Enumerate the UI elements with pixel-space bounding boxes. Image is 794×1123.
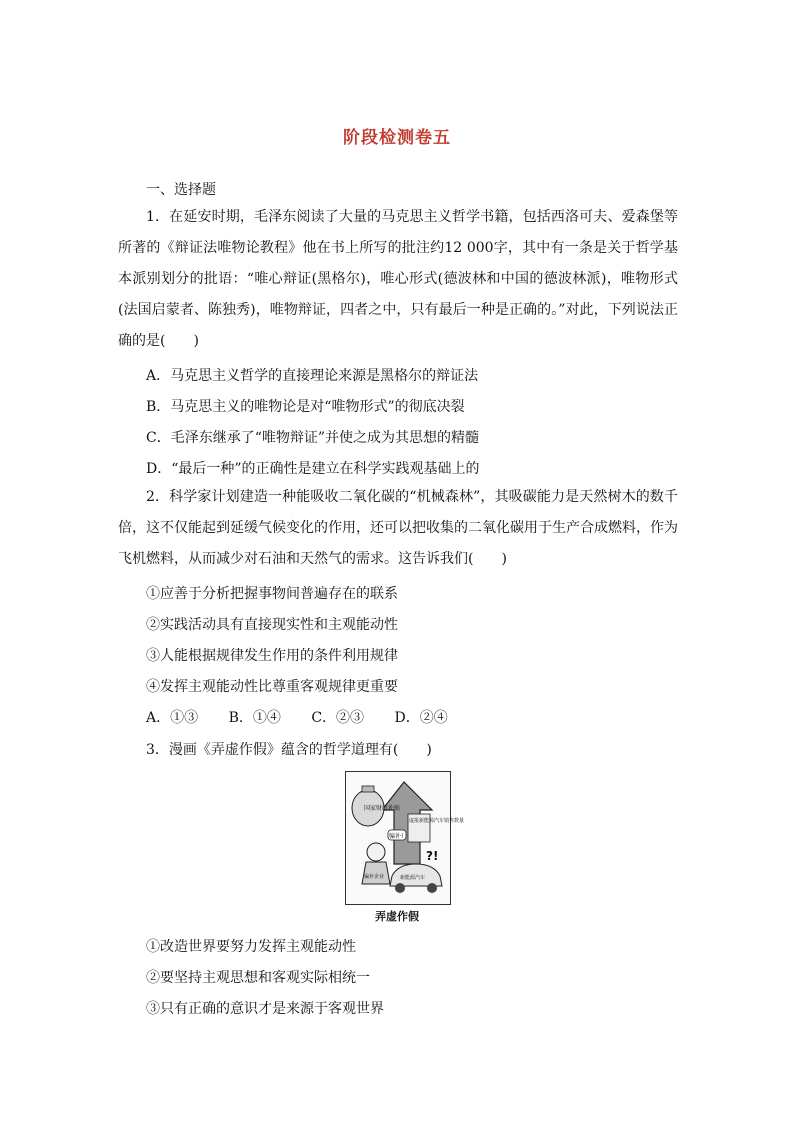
fig-label-question: ?! — [426, 849, 439, 863]
q2-option-a: A．①③ — [146, 710, 199, 726]
fig-label-report: 虚报新能源汽车销售数量 — [409, 818, 465, 824]
fig-label-cheat: 骗补! — [389, 833, 404, 840]
q1-option-a: A．马克思主义哲学的直接理论来源是黑格尔的辩证法 — [146, 368, 479, 384]
q3-item-1: ①改造世界要努力发挥主观能动性 — [146, 939, 356, 955]
figure-caption: 弄虚作假 — [375, 910, 419, 923]
q2-option-d: D．②④ — [394, 710, 448, 726]
q2-item-4: ④发挥主观能动性比尊重客观规律更重要 — [146, 679, 398, 695]
q2-item-3: ③人能根据规律发生作用的条件利用规律 — [146, 648, 398, 664]
cartoon-figure — [345, 771, 465, 905]
q2-options — [146, 708, 474, 728]
question-3-stem: 3．漫画《弄虚作假》蕴含的哲学道理有( ) — [146, 742, 432, 758]
q1-option-b: B．马克思主义的唯物论是对“唯物形式”的彻底决裂 — [146, 399, 465, 415]
question-1-stem: 1．在延安时期，毛泽东阅读了大量的马克思主义哲学书籍，包括西洛可夫、爱森堡等所著的《辩证法唯物论教程》他在书上所写的批注约12 000字，其中有一条是关于哲学基本派别划分的批语：“唯心辩证(黑格尔)，唯心形式(德波林和中国的德波林派)，唯物形式(法国启蒙者、陈独秀)，唯物辩证，四者之中，只有最后一种是正确的。”对此，下列说法正确的是( ) — [118, 209, 678, 349]
q2-option-c: C．②③ — [311, 710, 365, 726]
cartoon-illustration — [346, 772, 465, 904]
question-2-stem: 2．科学家计划建造一种能吸收二氧化碳的“机械森林”，其吸碳能力是天然树木的数千倍，这不仅能起到延缓气候变化的作用，还可以把收集的二氧化碳用于生产合成燃料，作为飞机燃料，从而减少对石油和天然气的需求。这告诉我们( ) — [118, 489, 678, 567]
fig-label-company: 骗补企业 — [364, 874, 385, 880]
q2-item-1: ①应善于分析把握事物间普遍存在的联系 — [146, 586, 398, 602]
q1-option-d: D．“最后一种”的正确性是建立在科学实践观基础上的 — [146, 461, 480, 477]
q1-option-c: C．毛泽东继承了“唯物辩证”并使之成为其思想的精髓 — [146, 430, 480, 446]
fig-label-car: 新能源汽车 — [400, 875, 426, 881]
document-title: 阶段检测卷五 — [343, 128, 451, 148]
person-head-shape — [367, 843, 385, 861]
fig-label-subsidy: 国家财政补贴 — [364, 805, 401, 812]
q2-item-2: ②实践活动具有直接现实性和主观能动性 — [146, 617, 398, 633]
q3-item-3: ③只有正确的意识才是来源于客观世界 — [146, 1001, 384, 1017]
q2-option-b: B．①④ — [228, 710, 281, 726]
q3-item-2: ②要坚持主观思想和客观实际相统一 — [146, 970, 370, 986]
section-heading: 一、选择题 — [146, 182, 216, 198]
